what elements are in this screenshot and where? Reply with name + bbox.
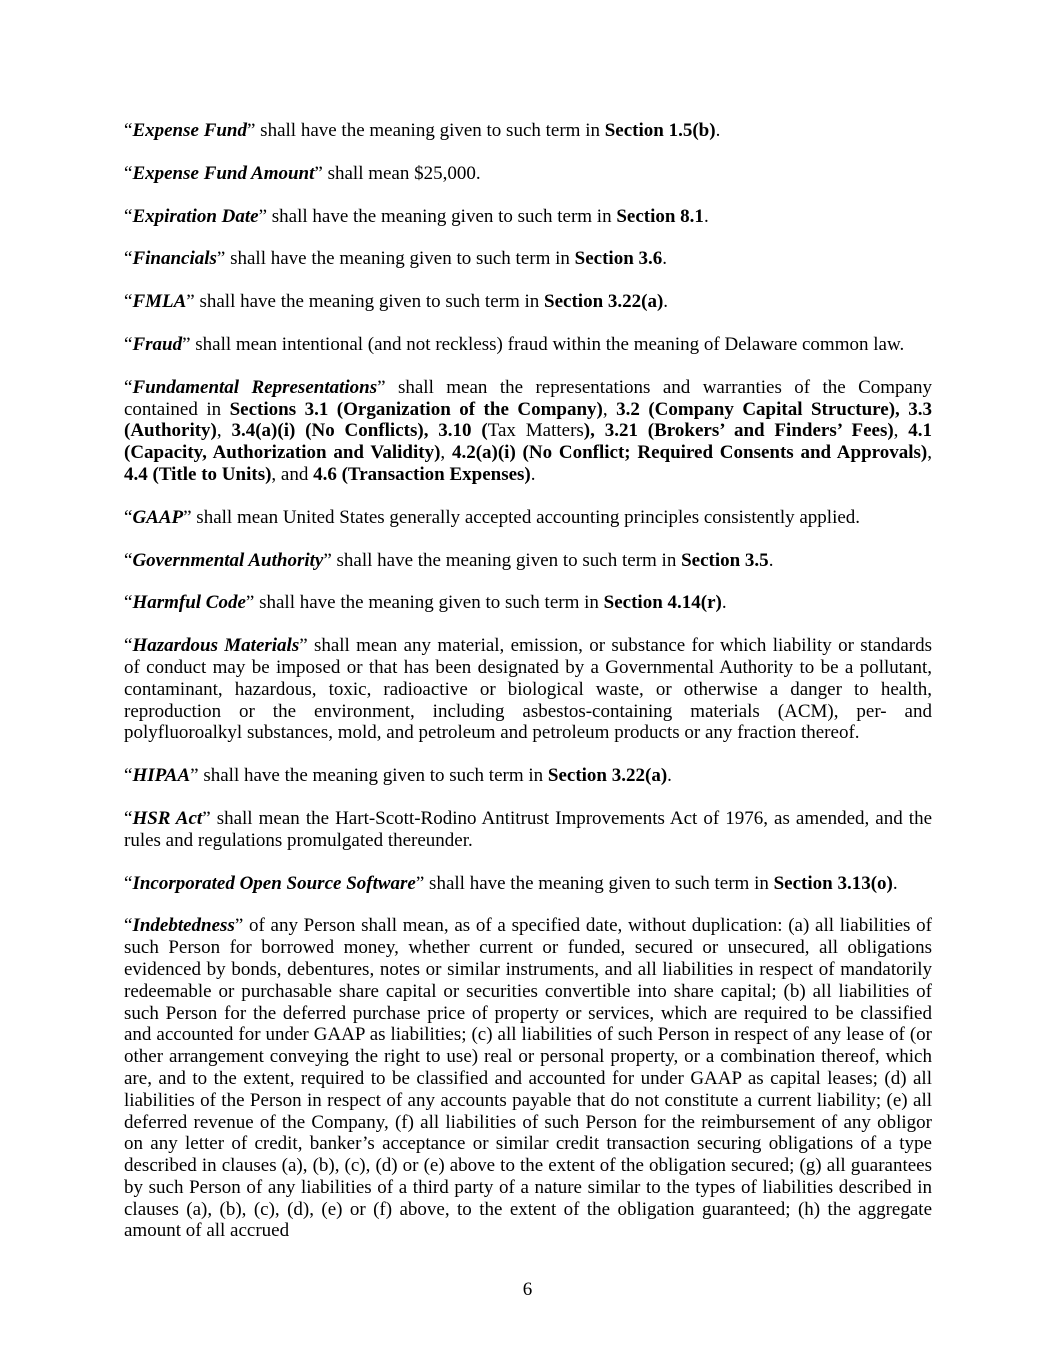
definition-paragraph	[124, 248, 932, 270]
body-text: ” of any Person shall mean, as of a specified date, without duplication: (a) all liabilities of such Person for borrowed money, whether current or funded, secured or unsecured, all obligations evidenced by bonds, debentures, notes or similar instruments, and all liabilities in respect of mandatorily redeemable or purchasable share capital or securities convertible into share capital; (b) all liabilities of such Person for the deferred purchase price of property or services, which are required to be classified and accounted for under GAAP as liabilities; (c) all liabilities of such Person in respect of any lease of (or other arrangement conveying the right to use) real or personal property, or a combination thereof, which are, and to the extent, required to be classified and accounted for under GAAP as capital leases; (d) all liabilities of the Person in respect of any accounts payable that do not constitute a current liability; (e) all deferred revenue of the Company, (f) all liabilities of such Person for the reimbursement of any obligor on any letter of credit, banker’s acceptance or similar credit transaction securing obligations of a type described in clauses (a), (b), (c), (d) or (e) above to the extent of the obligation secured; (g) all guarantees by such Person of any liabilities of a third party of a nature similar to the types of liabilities described in clauses (a), (b), (c), (d), (e) or (f) above, to the extent of the obligation guaranteed; (h) the aggregate amount of all accrued	[124, 915, 932, 1242]
section-reference: Section 3.6	[574, 248, 663, 270]
body-text: ” shall mean United States generally accepted accounting principles consistently applied.	[183, 506, 861, 528]
definition-paragraph	[124, 550, 932, 572]
section-reference: Section 3.22(a)	[547, 765, 668, 787]
definition-paragraph	[124, 291, 932, 313]
body-text: ” shall have the meaning given to such term in	[258, 205, 617, 227]
section-reference: Section 4.14(r)	[603, 592, 722, 614]
body-text: “	[124, 120, 133, 141]
definitions-body	[124, 120, 932, 1242]
body-text: “	[124, 635, 133, 657]
body-text: “	[124, 872, 133, 894]
body-text: ” shall have the meaning given to such term in	[323, 549, 682, 571]
body-text: ” shall have the meaning given to such term in	[190, 765, 548, 787]
body-text: “	[124, 915, 133, 937]
body-text: ” shall have the meaning given to such term in	[247, 120, 605, 141]
body-text: .	[721, 592, 727, 614]
body-text: .	[703, 205, 709, 227]
body-text: “	[124, 162, 133, 184]
section-reference: Sections 3.1 (Organization of the Company)	[229, 398, 603, 420]
body-text: “	[124, 205, 133, 227]
body-text: ” shall mean intentional (and not reckless) fraud within the meaning of Delaware common law.	[182, 333, 905, 355]
body-text: ,	[602, 398, 617, 420]
body-text: ” shall have the meaning given to such term in	[245, 592, 604, 614]
body-text: ” shall have the meaning given to such term in	[415, 872, 774, 894]
body-text: “	[124, 248, 133, 270]
section-reference: 3.4(a)(i) (No Conflicts), 3.10 (	[231, 420, 488, 442]
body-text: ” shall mean $25,000.	[314, 162, 481, 184]
section-reference: Section 1.5(b)	[604, 120, 716, 141]
defined-term: HIPAA	[132, 765, 191, 787]
body-text: ,	[893, 420, 909, 442]
body-text: “	[124, 376, 133, 398]
body-text: .	[667, 765, 672, 787]
defined-term: GAAP	[132, 506, 184, 528]
defined-term: Expense Fund Amount	[132, 162, 315, 184]
section-reference: 4.4 (Title to Units)	[124, 463, 272, 485]
definition-paragraph	[124, 635, 932, 744]
body-text: , and	[271, 463, 314, 485]
body-text: .	[663, 291, 669, 313]
definition-paragraph	[124, 915, 932, 1242]
page-number: 6	[522, 1279, 533, 1300]
body-text: “	[124, 506, 133, 528]
section-reference: Section 3.13(o)	[773, 872, 893, 894]
body-text: ,	[927, 442, 932, 464]
definition-paragraph	[124, 334, 932, 356]
defined-term: Expense Fund	[132, 120, 247, 141]
body-text: “	[124, 765, 133, 787]
body-text: Tax Matters	[487, 420, 584, 442]
definition-paragraph	[124, 163, 932, 185]
body-text: ” shall have the meaning given to such term in	[186, 291, 545, 313]
defined-term: Harmful Code	[132, 592, 246, 614]
definition-paragraph	[124, 592, 932, 614]
defined-term: Incorporated Open Source Software	[132, 872, 416, 894]
defined-term: Indebtedness	[132, 915, 235, 937]
definition-paragraph	[124, 765, 932, 787]
body-text: ,	[440, 442, 452, 464]
section-reference: Section 3.5	[681, 549, 769, 571]
body-text: “	[124, 807, 133, 829]
defined-term: Governmental Authority	[132, 549, 324, 571]
section-reference: Section 3.22(a)	[544, 291, 664, 313]
section-reference: 3.2 (Company Capital Structure), 3.3 (Authority)	[124, 398, 933, 442]
body-text: ,	[216, 420, 232, 442]
definition-paragraph	[124, 808, 932, 852]
definition-paragraph	[124, 507, 932, 529]
body-text: ” shall have the meaning given to such term in	[216, 248, 575, 270]
definition-paragraph	[124, 206, 932, 228]
defined-term: HSR Act	[132, 807, 203, 829]
definition-paragraph	[124, 120, 932, 142]
section-reference: 4.1 (Capacity, Authorization and Validity)	[124, 420, 933, 464]
defined-term: Financials	[132, 248, 217, 270]
body-text: “	[124, 549, 133, 571]
body-text: “	[124, 333, 133, 355]
definition-paragraph	[124, 873, 932, 895]
section-reference: 4.6 (Transaction Expenses)	[313, 463, 531, 485]
section-reference: Section 8.1	[616, 205, 704, 227]
section-reference: ), 3.21 (Brokers’ and Finders’ Fees)	[583, 420, 894, 442]
body-text: “	[124, 592, 133, 614]
body-text: ” shall mean any material, emission, or substance for which liability or standards of conduct may be imposed or that has been designated by a Governmental Authority to be a pollutant, contaminant, hazardous, toxic, radioactive or biological waste, or otherwise a danger to health, reproduction or the environment, including asbestos-containing materials (ACM), per- and polyfluoroalkyl substances, mold, and petroleum and petroleum products or any fraction thereof.	[124, 635, 932, 744]
body-text: .	[530, 463, 536, 485]
definition-paragraph	[124, 377, 932, 486]
defined-term: Fundamental Representations	[132, 376, 378, 398]
defined-term: FMLA	[132, 291, 187, 313]
body-text: .	[715, 120, 721, 141]
body-text: .	[892, 872, 898, 894]
body-text: ” shall mean the Hart-Scott-Rodino Antitrust Improvements Act of 1976, as amended, and the rules and regulations promulgated thereunder.	[124, 807, 933, 851]
body-text: .	[662, 248, 668, 270]
section-reference: 4.2(a)(i) (No Conflict; Required Consents and Approvals)	[451, 442, 928, 464]
body-text: ” shall mean the representations and warranties of the Company contained in	[124, 376, 932, 420]
body-text: .	[768, 549, 774, 571]
defined-term: Hazardous Materials	[132, 635, 300, 657]
defined-term: Fraud	[132, 333, 183, 355]
body-text: “	[124, 291, 133, 313]
defined-term: Expiration Date	[132, 205, 259, 227]
